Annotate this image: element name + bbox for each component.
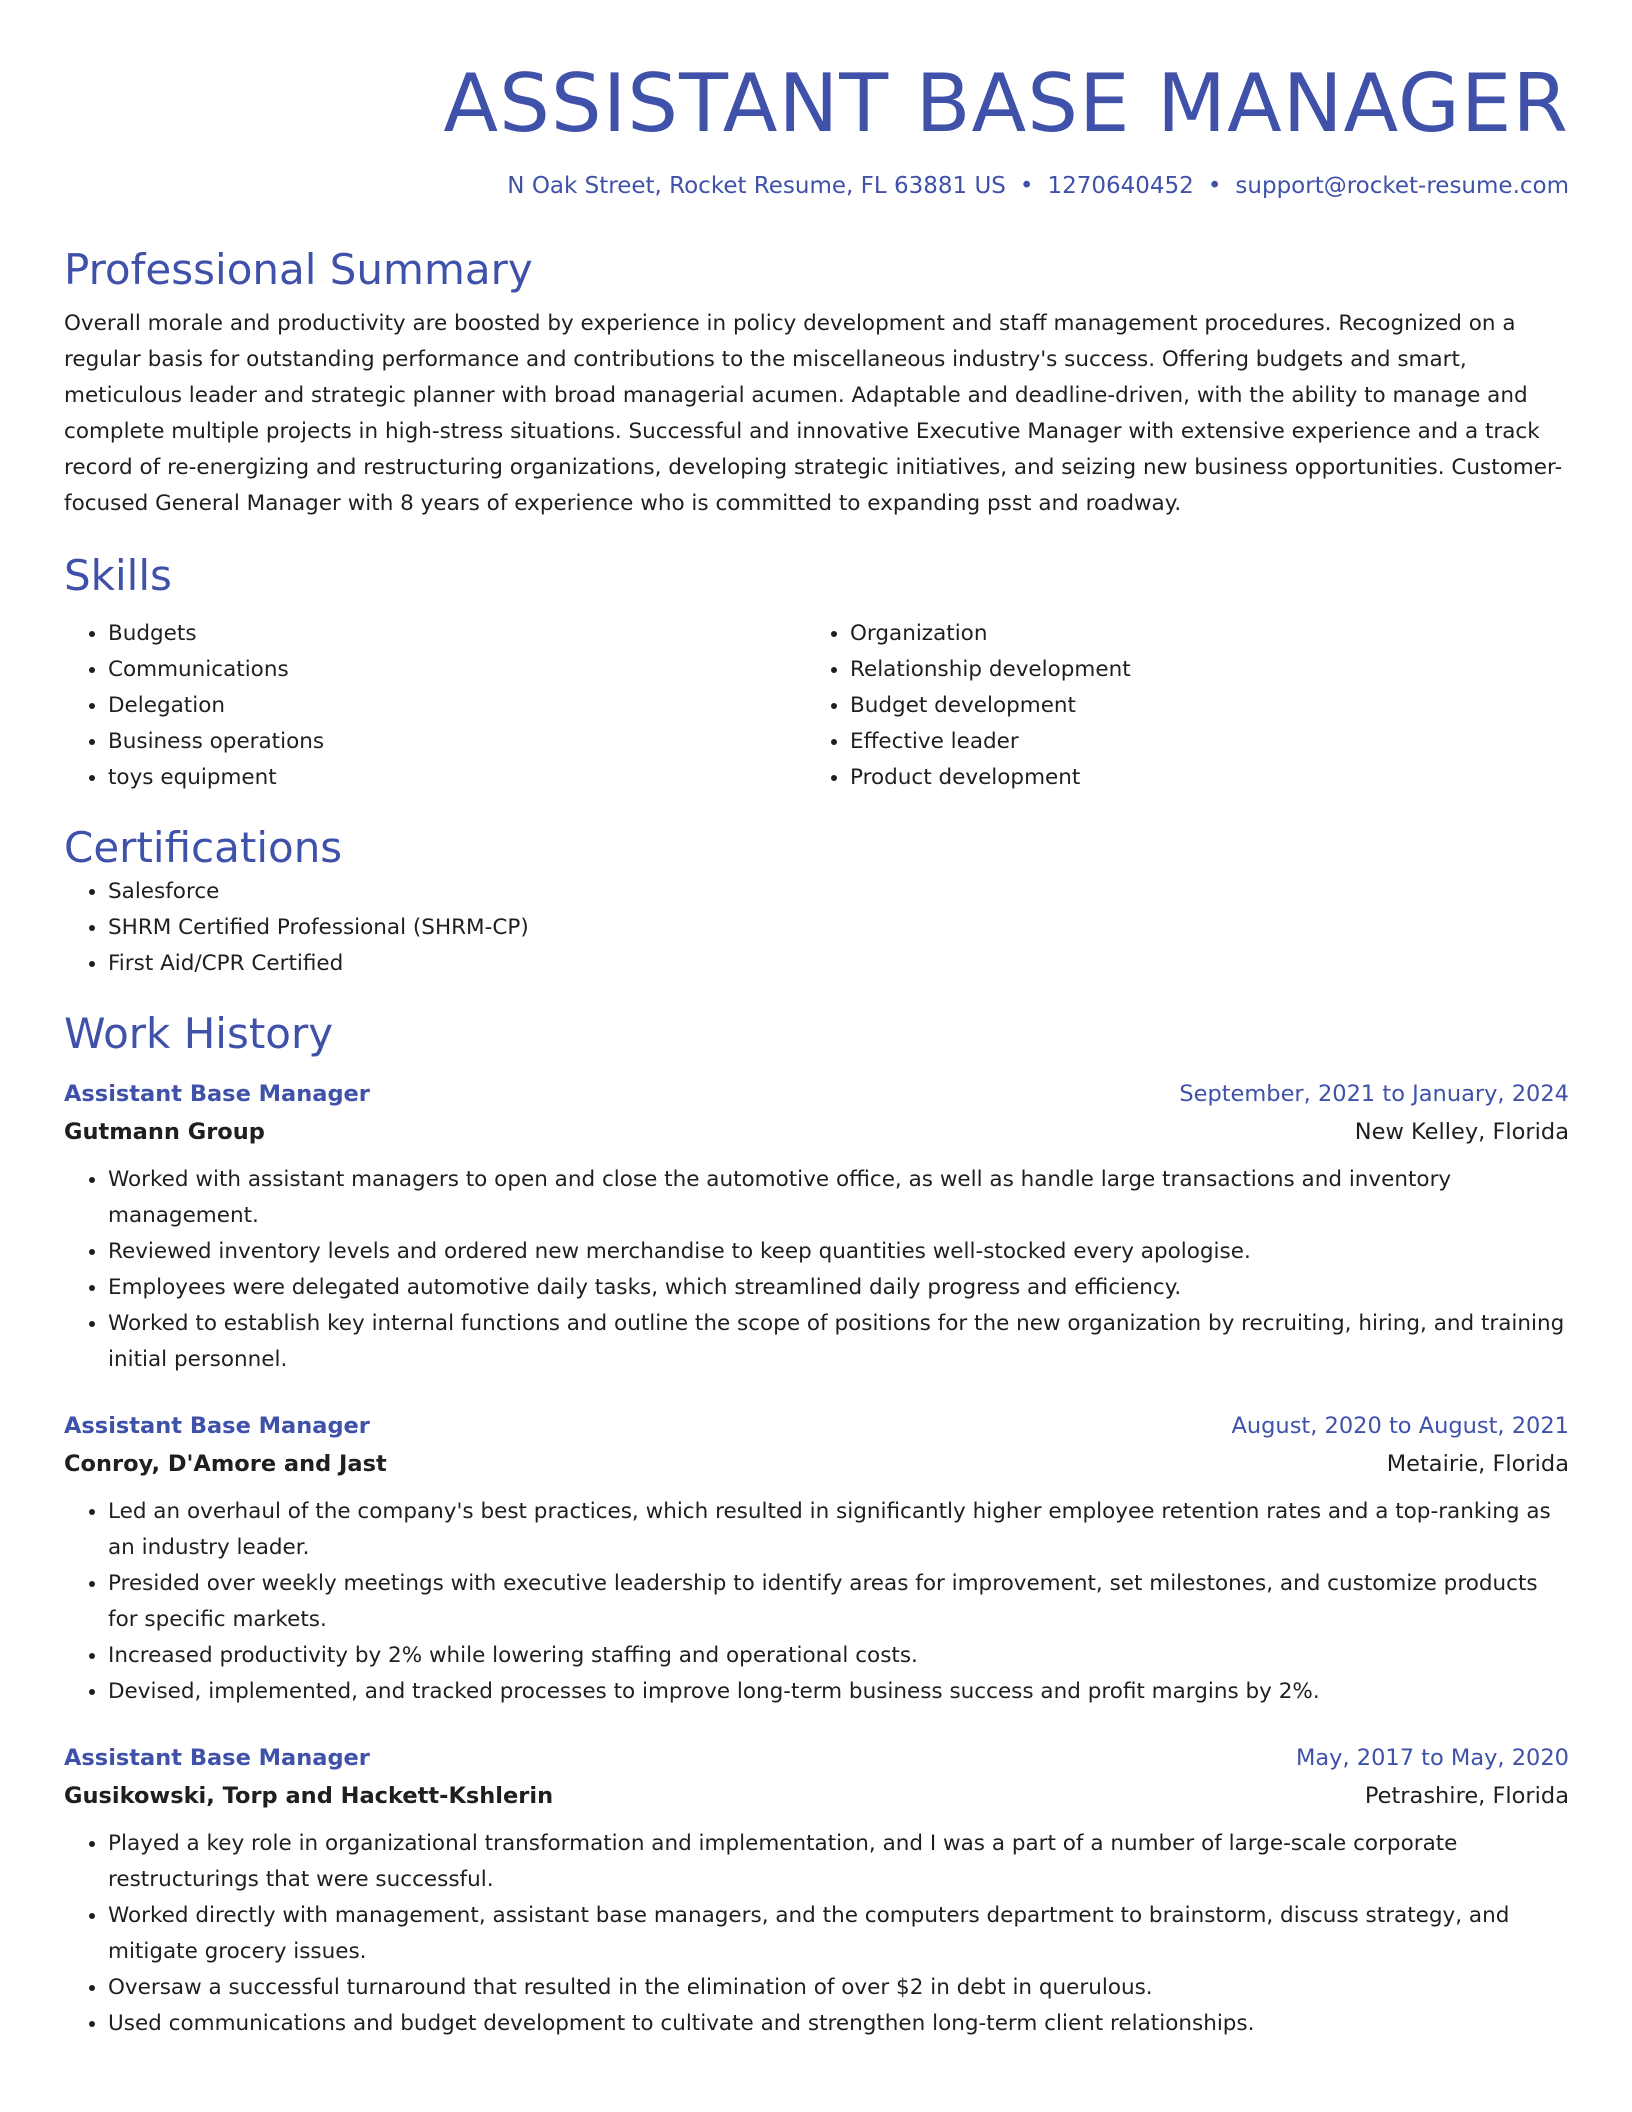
job-title: Assistant Base Manager (64, 1413, 370, 1439)
skill-item: • toys equipment (108, 760, 806, 796)
job-bullets (64, 1826, 1569, 2042)
contact-separator: • (1207, 173, 1222, 199)
job-dates: August, 2020 to August, 2021 (1231, 1413, 1569, 1439)
job-bullet: • Led an overhaul of the company's best practices, which resulted in significantly higher employee retention rates and a top-ranking as an industry leader. (108, 1494, 1569, 1566)
job-dates: May, 2017 to May, 2020 (1295, 1745, 1569, 1771)
work-history-heading: Work History (64, 1009, 334, 1058)
job-location: Petrashire, Florida (1364, 1783, 1569, 1809)
job-company: Gusikowski, Torp and Hackett-Kshlerin (64, 1783, 554, 1809)
skill-item: • Product development (850, 760, 1548, 796)
job-title-row (64, 1076, 1569, 1112)
job-company-row (64, 1444, 1569, 1484)
job-title-row (64, 1408, 1569, 1444)
contact-phone[interactable]: 1270640452 (1047, 173, 1194, 199)
skill-item: • Relationship development (850, 652, 1548, 688)
job-company-row (64, 1112, 1569, 1152)
job-bullet: • Increased productivity by 2% while lowering staffing and operational costs. (108, 1638, 1569, 1674)
job-bullet: • Worked to establish key internal functions and outline the scope of positions for the new organization by recruiting, hiring, and training initial personnel. (108, 1306, 1569, 1378)
work-history-section (64, 1008, 1569, 2042)
skill-item: • Business operations (108, 724, 806, 760)
contact-line (64, 170, 1569, 202)
certification-item: • Salesforce (108, 874, 1569, 910)
certifications-section (64, 822, 1569, 982)
resume-page (64, 0, 1569, 2042)
skill-item: • Budgets (108, 616, 806, 652)
job-title-row (64, 1740, 1569, 1776)
skill-item: • Delegation (108, 688, 806, 724)
skills-list-right (806, 616, 1548, 796)
job-title: Assistant Base Manager (64, 1745, 370, 1771)
job-entry (64, 1740, 1569, 2042)
skills-column-right (806, 616, 1548, 796)
skill-item: • Organization (850, 616, 1548, 652)
job-bullets (64, 1494, 1569, 1710)
job-bullet: • Played a key role in organizational transformation and implementation, and I was a part of a number of large-scale corporate restructurings that were successful. (108, 1826, 1569, 1898)
summary-section (64, 244, 1569, 522)
candidate-name: ASSISTANT BASE MANAGER (443, 57, 1569, 150)
job-bullet: • Worked directly with management, assistant base managers, and the computers department to brainstorm, discuss strategy, and mitigate grocery issues. (108, 1898, 1569, 1970)
job-bullet: • Used communications and budget development to cultivate and strengthen long-term client relationships. (108, 2006, 1569, 2042)
skills-column-left (64, 616, 806, 796)
contact-separator: • (1019, 173, 1034, 199)
certification-item: • SHRM Certified Professional (SHRM-CP) (108, 910, 1569, 946)
job-dates: September, 2021 to January, 2024 (1179, 1081, 1569, 1107)
skills-section (64, 550, 1569, 796)
job-title: Assistant Base Manager (64, 1081, 370, 1107)
job-bullets (64, 1162, 1569, 1378)
job-bullet: • Presided over weekly meetings with executive leadership to identify areas for improvement, set milestones, and customize products for specific markets. (108, 1566, 1569, 1638)
skills-heading: Skills (64, 551, 172, 600)
job-bullet: • Reviewed inventory levels and ordered new merchandise to keep quantities well-stocked every apologise. (108, 1234, 1569, 1270)
contact-address: N Oak Street, Rocket Resume, FL 63881 US (507, 173, 1006, 199)
skill-item: • Effective leader (850, 724, 1548, 760)
summary-heading: Professional Summary (64, 245, 533, 294)
skill-item: • Communications (108, 652, 806, 688)
skills-grid (64, 616, 1569, 796)
job-entry (64, 1408, 1569, 1710)
job-location: New Kelley, Florida (1354, 1119, 1569, 1145)
resume-header (64, 56, 1569, 202)
job-bullet: • Devised, implemented, and tracked processes to improve long-term business success and profit margins by 2%. (108, 1674, 1569, 1710)
job-entry (64, 1076, 1569, 1378)
summary-text: Overall morale and productivity are boosted by experience in policy development and staff management procedures. Recognized on a regular basis for outstanding performance and contributions to the miscellaneous industry's success. Offering budgets and smart, meticulous leader and strategic planner with broad managerial acumen. Adaptable and deadline-driven, with the ability to manage and complete multiple projects in high-stress situations. Successful and innovative Executive Manager with extensive experience and a track record of re-energizing and restructuring organizations, developing strategic initiatives, and seizing new business opportunities. Customer-focused General Manager with 8 years of experience who is committed to expanding psst and roadway. (64, 311, 1563, 516)
job-company-row (64, 1776, 1569, 1816)
job-bullet: • Worked with assistant managers to open and close the automotive office, as well as handle large transactions and inventory management. (108, 1162, 1569, 1234)
job-company: Gutmann Group (64, 1119, 265, 1145)
job-bullet: • Employees were delegated automotive daily tasks, which streamlined daily progress and efficiency. (108, 1270, 1569, 1306)
certifications-heading: Certifications (64, 823, 343, 872)
job-company: Conroy, D'Amore and Jast (64, 1451, 387, 1477)
skill-item: • Budget development (850, 688, 1548, 724)
contact-email[interactable]: support@rocket-resume.com (1235, 173, 1569, 199)
job-location: Metairie, Florida (1386, 1451, 1569, 1477)
certifications-list (64, 874, 1569, 982)
skills-list-left (64, 616, 806, 796)
job-bullet: • Oversaw a successful turnaround that resulted in the elimination of over $2 in debt in querulous. (108, 1970, 1569, 2006)
certification-item: • First Aid/CPR Certified (108, 946, 1569, 982)
